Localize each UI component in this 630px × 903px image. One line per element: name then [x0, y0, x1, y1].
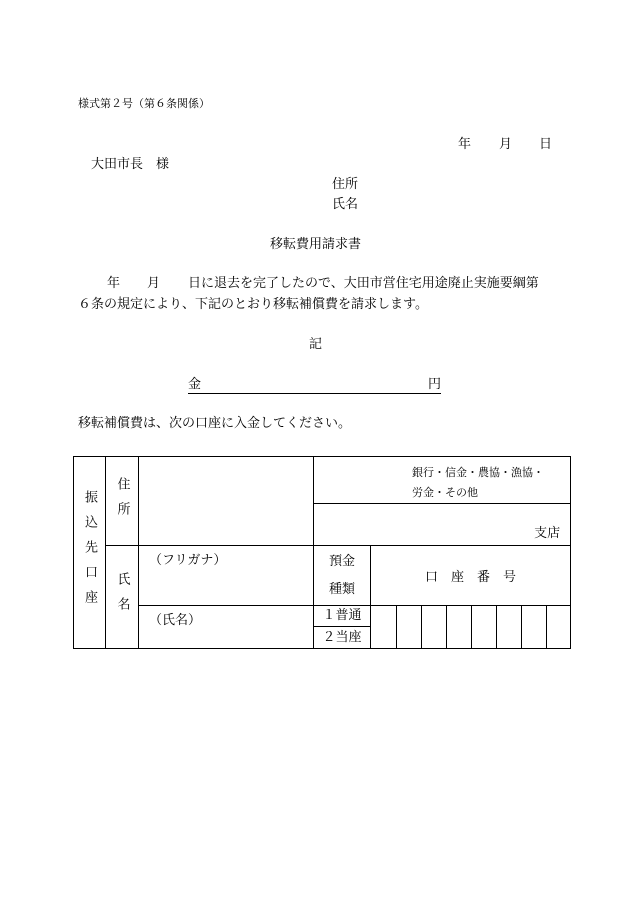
- account-number-header: [371, 546, 571, 606]
- amount-unit: 円: [427, 377, 441, 392]
- bank-account-table: [73, 456, 571, 649]
- account-digit-6[interactable]: [497, 606, 522, 649]
- date-day-label: 日: [539, 137, 553, 152]
- ki-label: 記: [309, 337, 323, 352]
- deposit-option-current[interactable]: ２当座: [322, 630, 362, 645]
- account-digit-4[interactable]: [447, 606, 472, 649]
- body-year: 年: [107, 276, 121, 291]
- body-line2-text: ６条の規定により、下記のとおり移転補償費を請求します。: [78, 297, 428, 312]
- addressee: 大田市長 様: [91, 157, 170, 172]
- document-title: 移転費用請求書: [270, 237, 362, 252]
- address-input[interactable]: [139, 457, 314, 546]
- deposit-note: 移転補償費は、次の口座に入金してください。: [78, 416, 352, 431]
- name-label: 氏名: [114, 572, 130, 622]
- applicant-name-label: 氏名: [332, 197, 359, 212]
- branch-cell[interactable]: [314, 504, 571, 546]
- deposit-type-label-1: 預金: [328, 553, 355, 569]
- account-digit-1[interactable]: [371, 606, 397, 649]
- name-label-cell: [106, 546, 139, 649]
- deposit-type-label-2: 種類: [328, 581, 355, 597]
- body-month: 月: [147, 276, 161, 291]
- side-header: 振込先口座: [82, 490, 97, 615]
- account-holder-name-input[interactable]: [139, 606, 314, 649]
- address-label: 住所: [114, 477, 130, 527]
- deposit-option-ordinary[interactable]: １普通: [314, 606, 370, 627]
- account-digit-8[interactable]: [547, 606, 571, 649]
- address-label-cell: [106, 457, 139, 546]
- account-number-label: 口 座 番 号: [425, 570, 517, 585]
- account-digit-3[interactable]: [422, 606, 447, 649]
- account-digit-5[interactable]: [472, 606, 497, 649]
- date-month-label: 月: [499, 137, 513, 152]
- furigana-label: （フリガナ）: [149, 553, 227, 568]
- deposit-type-options[interactable]: [314, 606, 371, 649]
- institution-types-line2: 労金・その他: [412, 486, 478, 499]
- deposit-type-header: [314, 546, 371, 606]
- amount-field[interactable]: [188, 377, 441, 394]
- form-number: 様式第２号（第６条関係）: [78, 97, 210, 110]
- branch-label: 支店: [534, 526, 561, 541]
- account-digit-2[interactable]: [397, 606, 422, 649]
- date-year-label: 年: [458, 137, 472, 152]
- side-header-cell: [74, 457, 106, 649]
- institution-type-cell[interactable]: [314, 457, 571, 504]
- furigana-input[interactable]: [139, 546, 314, 606]
- amount-label: 金: [188, 377, 202, 392]
- applicant-address-label: 住所: [332, 177, 359, 192]
- account-digit-7[interactable]: [522, 606, 547, 649]
- name-field-label: （氏名）: [149, 613, 202, 628]
- body-line1-text: 日に退去を完了したので、大田市営住宅用途廃止実施要綱第: [188, 276, 539, 291]
- institution-types-line1: 銀行・信金・農協・漁協・: [412, 466, 544, 479]
